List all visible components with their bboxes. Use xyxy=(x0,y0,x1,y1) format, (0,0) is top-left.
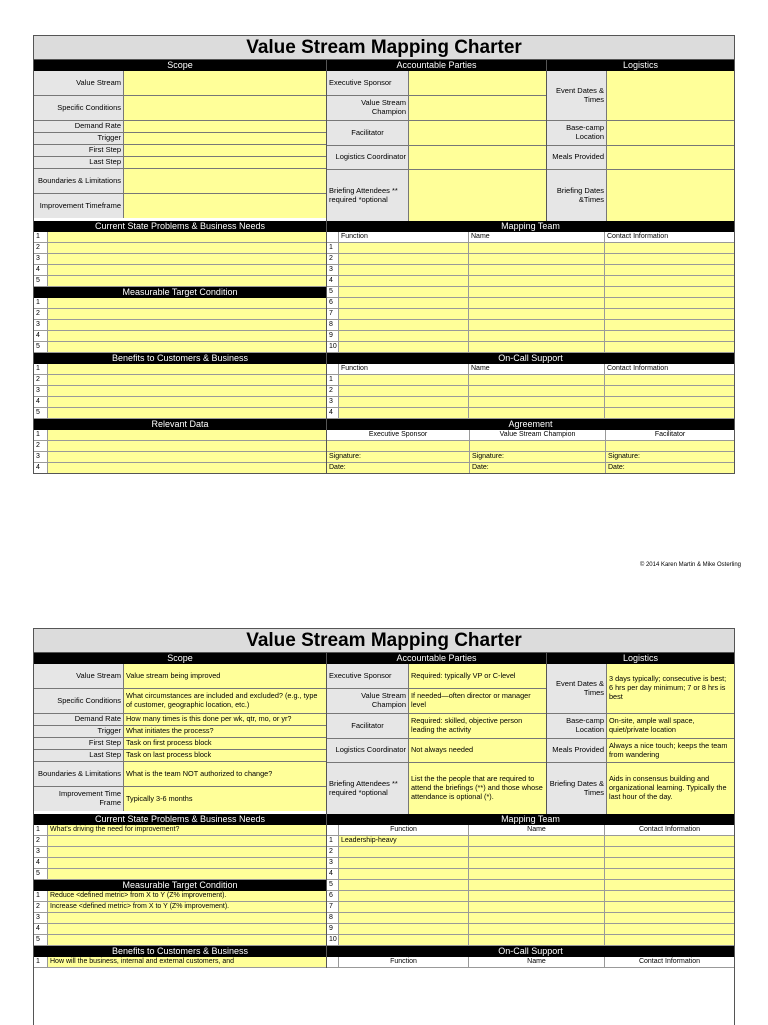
benefit-field[interactable] xyxy=(48,386,326,396)
row-number: 2 xyxy=(327,254,339,264)
party-value[interactable] xyxy=(409,121,546,145)
team-function[interactable] xyxy=(339,309,469,319)
team-contact[interactable] xyxy=(605,891,734,901)
benefit-field[interactable] xyxy=(48,364,326,374)
row-number: 1 xyxy=(34,430,48,440)
scope-label: Last Step xyxy=(34,157,124,168)
team-function[interactable] xyxy=(339,320,469,330)
team-contact[interactable] xyxy=(605,287,734,297)
team-name[interactable] xyxy=(469,243,605,253)
team-contact[interactable] xyxy=(605,320,734,330)
problem-field[interactable] xyxy=(48,847,326,857)
date-field[interactable]: Date: xyxy=(470,463,606,473)
logistics-value[interactable] xyxy=(607,71,734,120)
team-function[interactable] xyxy=(339,331,469,341)
signature-field[interactable]: Signature: xyxy=(608,453,640,460)
team-contact[interactable] xyxy=(605,869,734,879)
team-function[interactable] xyxy=(339,847,469,857)
logistics-value[interactable]: 3 days typically; consecutive is best; 6 hrs per day minimum; 7 or 8 hrs is best xyxy=(607,664,734,713)
benefits-header: Benefits to Customers & Business xyxy=(34,946,326,957)
scope-label: Demand Rate xyxy=(34,121,124,132)
target-field[interactable] xyxy=(48,935,326,945)
problem-field[interactable] xyxy=(48,836,326,846)
team-name[interactable] xyxy=(469,254,605,264)
logistics-header: Logistics xyxy=(547,653,734,664)
team-name[interactable] xyxy=(469,298,605,308)
oncall-name[interactable] xyxy=(469,397,605,407)
row-number: 7 xyxy=(327,309,339,319)
team-name[interactable] xyxy=(469,331,605,341)
team-function[interactable] xyxy=(339,858,469,868)
party-label: Logistics Coordinator xyxy=(327,146,409,169)
oncall-function[interactable] xyxy=(339,397,469,407)
scope-label: First Step xyxy=(34,738,124,749)
scope-value[interactable]: Task on last process block xyxy=(124,750,326,761)
scope-value[interactable] xyxy=(124,169,326,193)
row-number: 5 xyxy=(34,342,48,352)
row-number: 4 xyxy=(327,408,339,418)
col-name: Name xyxy=(469,232,605,242)
target-field[interactable]: Reduce <defined metric> from X to Y (Z% improvement). xyxy=(48,891,326,901)
row-number: 1 xyxy=(34,957,48,967)
team-name[interactable] xyxy=(469,309,605,319)
team-contact[interactable] xyxy=(605,935,734,945)
team-function[interactable] xyxy=(339,342,469,352)
problem-field[interactable] xyxy=(48,276,326,286)
scope-value[interactable]: What initiates the process? xyxy=(124,726,326,737)
row-number: 3 xyxy=(34,913,48,923)
team-name[interactable] xyxy=(469,869,605,879)
row-number: 1 xyxy=(34,891,48,901)
row-number: 2 xyxy=(34,902,48,912)
agreement-col: Facilitator xyxy=(654,431,686,438)
oncall-header: On-Call Support xyxy=(327,353,734,364)
row-number: 9 xyxy=(327,924,339,934)
benefit-field[interactable] xyxy=(48,375,326,385)
team-contact[interactable] xyxy=(605,265,734,275)
row-number: 4 xyxy=(327,276,339,286)
scope-label: First Step xyxy=(34,145,124,156)
logistics-value[interactable] xyxy=(607,146,734,169)
problem-field[interactable] xyxy=(48,869,326,879)
party-value[interactable]: Not always needed xyxy=(409,739,546,762)
party-label: Facilitator xyxy=(327,714,409,738)
logistics-label: Briefing Dates & Times xyxy=(547,763,607,814)
scope-label: Improvement Timeframe xyxy=(34,194,124,218)
scope-value[interactable] xyxy=(124,121,326,132)
oncall-function[interactable] xyxy=(339,408,469,418)
row-number: 4 xyxy=(34,463,48,473)
team-contact[interactable] xyxy=(605,880,734,890)
row-number: 8 xyxy=(327,913,339,923)
party-label: Facilitator xyxy=(327,121,409,145)
benefit-field[interactable] xyxy=(48,408,326,418)
charter-example xyxy=(33,628,735,1025)
row-number: 3 xyxy=(327,397,339,407)
row-number: 2 xyxy=(327,847,339,857)
target-field[interactable] xyxy=(48,342,326,352)
team-name[interactable] xyxy=(469,265,605,275)
scope-value[interactable]: Typically 3-6 months xyxy=(124,787,326,811)
target-header: Measurable Target Condition xyxy=(34,880,326,891)
agreement-col: Value Stream Champion xyxy=(470,430,606,440)
scope-label: Specific Conditions xyxy=(34,689,124,713)
team-function[interactable] xyxy=(339,902,469,912)
party-value[interactable] xyxy=(409,146,546,169)
row-number: 5 xyxy=(34,869,48,879)
team-name[interactable] xyxy=(469,276,605,286)
scope-label: Value Stream xyxy=(34,71,124,95)
team-name[interactable] xyxy=(469,935,605,945)
row-number: 10 xyxy=(327,935,339,945)
target-field[interactable] xyxy=(48,913,326,923)
problem-field[interactable] xyxy=(48,265,326,275)
oncall-name[interactable] xyxy=(469,408,605,418)
team-name[interactable] xyxy=(469,913,605,923)
benefit-field[interactable]: How will the business, internal and external customers, and xyxy=(48,957,326,967)
team-contact[interactable] xyxy=(605,924,734,934)
col-name: Name xyxy=(469,825,605,835)
oncall-name[interactable] xyxy=(469,386,605,396)
scope-label: Boundaries & Limitations xyxy=(34,762,124,786)
row-number: 3 xyxy=(34,847,48,857)
benefits-header: Benefits to Customers & Business xyxy=(34,353,326,364)
team-contact[interactable] xyxy=(605,298,734,308)
scope-label: Last Step xyxy=(34,750,124,761)
logistics-label: Meals Provided xyxy=(547,146,607,169)
target-field[interactable] xyxy=(48,924,326,934)
party-value[interactable]: Required: typically VP or C-level xyxy=(409,664,546,688)
col-name: Name xyxy=(469,957,605,967)
team-function[interactable] xyxy=(339,254,469,264)
problem-field[interactable] xyxy=(48,254,326,264)
target-field[interactable] xyxy=(48,298,326,308)
oncall-contact[interactable] xyxy=(605,386,734,396)
row-number: 2 xyxy=(34,441,48,451)
team-function[interactable] xyxy=(339,265,469,275)
benefit-field[interactable] xyxy=(48,397,326,407)
parties-header: Accountable Parties xyxy=(327,653,546,664)
team-name[interactable] xyxy=(469,320,605,330)
row-number: 1 xyxy=(327,243,339,253)
party-value[interactable] xyxy=(409,71,546,95)
col-function: Function xyxy=(339,957,469,967)
target-field[interactable] xyxy=(48,320,326,330)
row-number: 4 xyxy=(34,858,48,868)
scope-value[interactable]: How many times is this done per wk, qtr, mo, or yr? xyxy=(124,714,326,725)
target-field[interactable] xyxy=(48,309,326,319)
scope-value[interactable] xyxy=(124,96,326,120)
team-function[interactable] xyxy=(339,869,469,879)
row-number: 2 xyxy=(34,309,48,319)
team-contact[interactable] xyxy=(605,243,734,253)
col-contact: Contact Information xyxy=(605,957,734,967)
row-number: 7 xyxy=(327,902,339,912)
parties-header: Accountable Parties xyxy=(327,60,546,71)
scope-label: Specific Conditions xyxy=(34,96,124,120)
party-value[interactable] xyxy=(409,96,546,120)
team-name[interactable] xyxy=(469,902,605,912)
row-number: 2 xyxy=(34,243,48,253)
scope-value[interactable]: What is the team NOT authorized to change? xyxy=(124,762,326,786)
col-function: Function xyxy=(339,825,469,835)
relevant-header: Relevant Data xyxy=(34,419,326,430)
logistics-label: Base-camp Location xyxy=(547,121,607,145)
team-contact[interactable] xyxy=(605,902,734,912)
team-name[interactable] xyxy=(469,836,605,846)
row-number: 4 xyxy=(34,397,48,407)
team-contact[interactable] xyxy=(605,858,734,868)
logistics-header: Logistics xyxy=(547,60,734,71)
col-contact: Contact Information xyxy=(605,825,734,835)
party-label: Value Stream Champion xyxy=(327,689,409,713)
row-number: 3 xyxy=(34,386,48,396)
logistics-value[interactable] xyxy=(607,121,734,145)
team-function[interactable] xyxy=(339,276,469,286)
row-number: 6 xyxy=(327,891,339,901)
team-name[interactable] xyxy=(469,891,605,901)
team-contact[interactable] xyxy=(605,309,734,319)
team-function[interactable] xyxy=(339,935,469,945)
team-contact[interactable] xyxy=(605,342,734,352)
scope-value[interactable]: Task on first process block xyxy=(124,738,326,749)
logistics-value[interactable]: On-site, ample wall space, quiet/private location xyxy=(607,714,734,738)
row-number: 5 xyxy=(34,408,48,418)
row-number: 2 xyxy=(327,386,339,396)
target-field[interactable]: Increase <defined metric> from X to Y (Z% improvement). xyxy=(48,902,326,912)
scope-value[interactable] xyxy=(124,194,326,218)
problems-header: Current State Problems & Business Needs xyxy=(34,814,326,825)
team-contact[interactable] xyxy=(605,254,734,264)
team-function[interactable] xyxy=(339,913,469,923)
signature-field[interactable]: Signature: xyxy=(470,452,606,462)
row-number: 4 xyxy=(34,331,48,341)
row-number: 2 xyxy=(34,375,48,385)
oncall-contact[interactable] xyxy=(605,408,734,418)
team-header: Mapping Team xyxy=(327,221,734,232)
oncall-function[interactable] xyxy=(339,375,469,385)
team-name[interactable] xyxy=(469,880,605,890)
row-number: 1 xyxy=(34,364,48,374)
scope-value[interactable] xyxy=(124,145,326,156)
row-number: 4 xyxy=(34,265,48,275)
problem-field[interactable] xyxy=(48,858,326,868)
row-number: 4 xyxy=(34,924,48,934)
logistics-value[interactable]: Always a nice touch; keeps the team from wandering xyxy=(607,739,734,762)
team-contact[interactable] xyxy=(605,836,734,846)
charter-blank xyxy=(33,35,735,474)
relevant-field[interactable] xyxy=(48,430,326,440)
party-label: Value Stream Champion xyxy=(327,96,409,120)
row-number: 5 xyxy=(34,276,48,286)
oncall-name[interactable] xyxy=(469,375,605,385)
team-function[interactable] xyxy=(339,891,469,901)
col-name: Name xyxy=(469,364,605,374)
scope-label: Demand Rate xyxy=(34,714,124,725)
logistics-label: Meals Provided xyxy=(547,739,607,762)
scope-value[interactable]: Value stream being improved xyxy=(124,664,326,688)
signature-field[interactable]: Signature: xyxy=(327,452,470,462)
agreement-header: Agreement xyxy=(327,419,734,430)
row-number: 1 xyxy=(327,836,339,846)
oncall-contact[interactable] xyxy=(605,375,734,385)
row-number: 3 xyxy=(327,265,339,275)
team-function[interactable] xyxy=(339,243,469,253)
party-label: Logistics Coordinator xyxy=(327,739,409,762)
target-header: Measurable Target Condition xyxy=(34,287,326,298)
scope-header: Scope xyxy=(34,653,326,664)
logistics-value[interactable]: Aids in consensus building and organizational learning. Typically the last hour of the day. xyxy=(607,763,734,814)
row-number: 6 xyxy=(327,298,339,308)
team-contact[interactable] xyxy=(605,276,734,286)
team-name[interactable] xyxy=(469,342,605,352)
team-function[interactable] xyxy=(339,924,469,934)
row-number: 8 xyxy=(327,320,339,330)
party-label: Executive Sponsor xyxy=(327,71,409,95)
copyright: © 2014 Karen Martin & Mike Osterling xyxy=(639,562,741,568)
logistics-label: Event Dates & Times xyxy=(547,664,607,713)
problem-field[interactable] xyxy=(48,243,326,253)
scope-label: Boundaries & Limitations xyxy=(34,169,124,193)
row-number: 4 xyxy=(327,869,339,879)
scope-value[interactable] xyxy=(124,133,326,144)
row-number: 5 xyxy=(327,880,339,890)
row-number: 3 xyxy=(34,320,48,330)
row-number: 10 xyxy=(327,342,339,352)
party-value[interactable] xyxy=(409,170,546,221)
team-name[interactable] xyxy=(469,287,605,297)
team-contact[interactable] xyxy=(605,847,734,857)
problem-field[interactable]: What's driving the need for improvement? xyxy=(48,825,326,835)
logistics-label: Event Dates & Times xyxy=(547,71,607,120)
party-label: Briefing Attendees ** required *optional xyxy=(327,763,409,814)
oncall-header: On-Call Support xyxy=(327,946,734,957)
scope-value[interactable] xyxy=(124,157,326,168)
party-value[interactable]: If needed—often director or manager level xyxy=(409,689,546,713)
problems-header: Current State Problems & Business Needs xyxy=(34,221,326,232)
row-number: 5 xyxy=(34,935,48,945)
date-field[interactable]: Date: xyxy=(327,463,470,473)
scope-header: Scope xyxy=(34,60,326,71)
team-function[interactable] xyxy=(339,880,469,890)
row-number: 3 xyxy=(34,452,48,462)
team-contact[interactable] xyxy=(605,331,734,341)
team-function[interactable]: Leadership-heavy xyxy=(339,836,469,846)
oncall-contact[interactable] xyxy=(605,397,734,407)
scope-value[interactable] xyxy=(124,71,326,95)
row-number: 1 xyxy=(34,232,48,242)
scope-label: Value Stream xyxy=(34,664,124,688)
logistics-label: Briefing Dates &Times xyxy=(547,170,607,221)
col-function: Function xyxy=(339,232,469,242)
party-value[interactable]: List the the people that are required to attend the briefings (**) and those whose attendance is optional (*). xyxy=(409,763,546,814)
col-contact: Contact Information xyxy=(605,232,734,242)
row-number: 1 xyxy=(34,825,48,835)
row-number: 5 xyxy=(327,287,339,297)
row-number: 3 xyxy=(34,254,48,264)
relevant-field[interactable] xyxy=(48,452,326,462)
date-field[interactable]: Date: xyxy=(608,464,625,471)
team-name[interactable] xyxy=(469,847,605,857)
team-header: Mapping Team xyxy=(327,814,734,825)
team-name[interactable] xyxy=(469,924,605,934)
scope-label: Trigger xyxy=(34,726,124,737)
logistics-value[interactable] xyxy=(607,170,734,221)
relevant-field[interactable] xyxy=(48,463,326,473)
team-function[interactable] xyxy=(339,298,469,308)
party-label: Briefing Attendees ** required *optional xyxy=(327,170,409,221)
row-number: 1 xyxy=(34,298,48,308)
agreement-col: Executive Sponsor xyxy=(327,430,470,440)
charter-title: Value Stream Mapping Charter xyxy=(34,36,734,60)
row-number: 3 xyxy=(327,858,339,868)
logistics-label: Base-camp Location xyxy=(547,714,607,738)
row-number: 2 xyxy=(34,836,48,846)
team-name[interactable] xyxy=(469,858,605,868)
relevant-field[interactable] xyxy=(48,441,326,451)
col-function: Function xyxy=(339,364,469,374)
party-value[interactable]: Required: skilled, objective person leading the activity xyxy=(409,714,546,738)
row-number: 1 xyxy=(327,375,339,385)
charter-title: Value Stream Mapping Charter xyxy=(34,629,734,653)
col-contact: Contact Information xyxy=(605,364,734,374)
row-number: 9 xyxy=(327,331,339,341)
party-label: Executive Sponsor xyxy=(327,664,409,688)
team-contact[interactable] xyxy=(605,913,734,923)
oncall-function[interactable] xyxy=(339,386,469,396)
scope-label: Improvement Time Frame xyxy=(34,787,124,811)
target-field[interactable] xyxy=(48,331,326,341)
scope-value[interactable]: What circumstances are included and excluded? (e.g., type of customer, geographic location, etc.) xyxy=(124,689,326,713)
scope-label: Trigger xyxy=(34,133,124,144)
problem-field[interactable] xyxy=(48,232,326,242)
team-function[interactable] xyxy=(339,287,469,297)
